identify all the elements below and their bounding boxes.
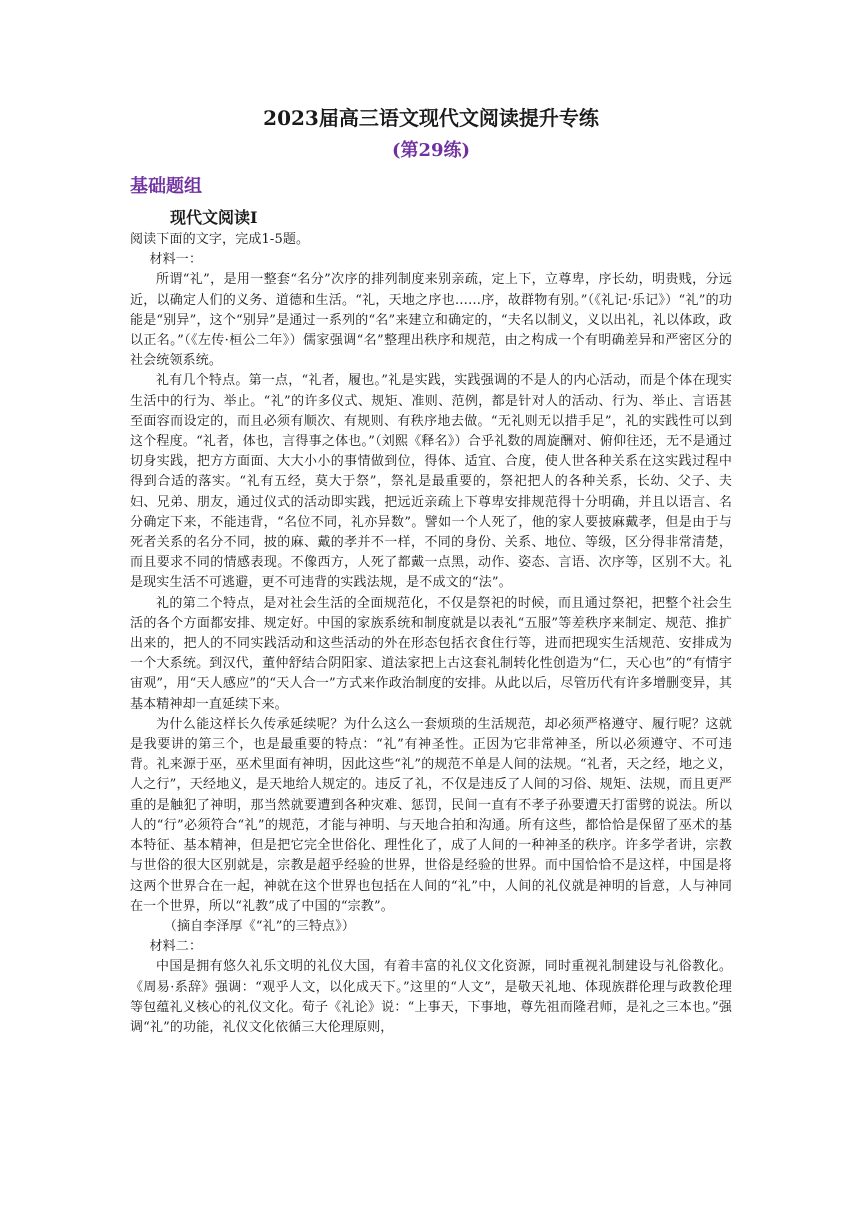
instruction-text: 阅读下面的文字，完成1-5题。	[130, 232, 310, 247]
material1-source: （摘自李泽厚《“礼”的三特点》）	[163, 918, 355, 934]
material1-paragraph-3: 礼的第二个特点，是对社会生活的全面规范化，不仅是祭祀的时候，而且通过祭祀，把整个社会生活的各个方面都安排、规定好。中国的家族系统和制度就是以表礼“五服”等差秩序来制定、规范、推扩出来的，把人的不同实践活动和这些活动的外在形态包括衣食住行等，进而把现实生活规范、安排成为一个大系统。到汉代，董仲舒结合阴阳家、道法家把上古这套礼制转化性创造为“仁，天心也”的“有情宇宙观”，用“天人感应”的“天人合一”方式来作政治制度的安排。从此以后，尽管历代有许多增删变异，其基本精神却一直延续下来。	[130, 595, 732, 712]
sub-heading: 现代文阅读Ⅰ	[170, 208, 258, 227]
material1-label: 材料一：	[149, 252, 203, 268]
material2-paragraph-1: 中国是拥有悠久礼乐文明的礼仪大国，有着丰富的礼仪文化资源，同时重视礼制建设与礼俗教化。《周易·系辞》强调：“观乎人文，以化成天下。”这里的“人文”，是敬天礼地、体现族群伦理与政教伦理等包蕴礼义核心的礼仪文化。荀子《礼论》说：“上事天，下事地，尊先祖而隆君师，是礼之三本也。”强调“礼”的功能，礼仪文化依循三大伦理原则，	[130, 959, 732, 1035]
material1-paragraph-2: 礼有几个特点。第一点，“礼者，履也。”礼是实践，实践强调的不是人的内心活动，而是个体在现实生活中的行为、举止。“礼”的许多仪式、规矩、准则、范例，都是针对人的活动、行为、举止、言语甚至面容而设定的，而且必须有顺次、有规则、有秩序地去做。“无礼则无以措手足”，礼的实践性可以到这个程度。“礼者，体也，言得事之体也。”（刘熙《释名》）合乎礼数的周旋酬对、俯仰往还，无不是通过切身实践，把方方面面、大大小小的事情做到位，得体、适宜、合度，使人世各种关系在这实践过程中得到合适的落实。“礼有五经，莫大于祭”，祭礼是最重要的，祭祀把人的各种关系，长幼、父子、夫妇、兄弟、朋友，通过仪式的活动即实践，把远近亲疏上下尊卑安排规范得十分明确，并且以语言、名分确定下来，不能违背，“名位不同，礼亦异数”。譬如一个人死了，他的家人要披麻戴孝，但是由于与死者关系的名分不同，披的麻、戴的孝并不一样，不同的身份、关系、地位、等级，区分得非常清楚，而且要求不同的情感表现。不像西方，人死了都戴一点黑，动作、姿态、言语、次序等，区别不大。礼是现实生活不可逃避，更不可违背的实践法规，是不成文的“法”。	[130, 373, 732, 591]
document-subtitle: (第29练)	[391, 140, 471, 161]
material1-paragraph-4: 为什么能这样长久传承延续呢？为什么这么一套烦琐的生活规范，却必须严格遵守、履行呢？这就是我要讲的第三个，也是最重要的特点：“礼”有神圣性。正因为它非常神圣，所以必须遵守、不可违背。礼来源于巫，巫术里面有神明，因此这些“礼”的规范不单是人间的法规。“礼者，天之经，地之义，人之行”，天经地义，是天地给人规定的。违反了礼，不仅是违反了人间的习俗、规矩、法规，而且更严重的是触犯了神明，那当然就要遭到各种灾难、惩罚，民间一直有不孝子孙要遭天打雷劈的说法。所以人的“行”必须符合“礼”的规范，才能与神明、与天地合拍和沟通。所有这些，都恰恰是保留了巫术的基本特征、基本精神，但是把它完全世俗化、理性化了，成了人间的一种神圣的秩序。许多学者讲，宗教与世俗的很大区别就是，宗教是超乎经验的世界，世俗是经验的世界。而中国恰恰不是这样，中国是将这两个世界合在一起，神就在这个世界也包括在人间的“礼”中，人间的礼仪就是神明的旨意，人与神同在一个世界，所以“礼教”成了中国的“宗教”。	[130, 716, 732, 914]
material1-paragraph-1: 所谓“礼”，是用一整套“名分”次序的排列制度来别亲疏，定上下，立尊卑，序长幼，明贵贱，分远近，以确定人们的义务、道德和生活。“礼，天地之序也……序，故群物有别。”（《礼记·乐记》）“礼”的功能是“别异”，这个“别异”是通过一系列的“名”来建立和确定的，“夫名以制义，义以出礼，礼以体政，政以正名。”（《左传·桓公二年》）儒家强调“名”整理出秩序和规范，由之构成一个有明确差异和严密区分的社会统领系统。	[130, 272, 732, 369]
section-heading: 基础题组	[130, 176, 202, 197]
document-page	[130, 104, 732, 1038]
material2-label: 材料二：	[149, 939, 203, 955]
document-title: 2023届高三语文现代文阅读提升专练	[263, 106, 599, 130]
